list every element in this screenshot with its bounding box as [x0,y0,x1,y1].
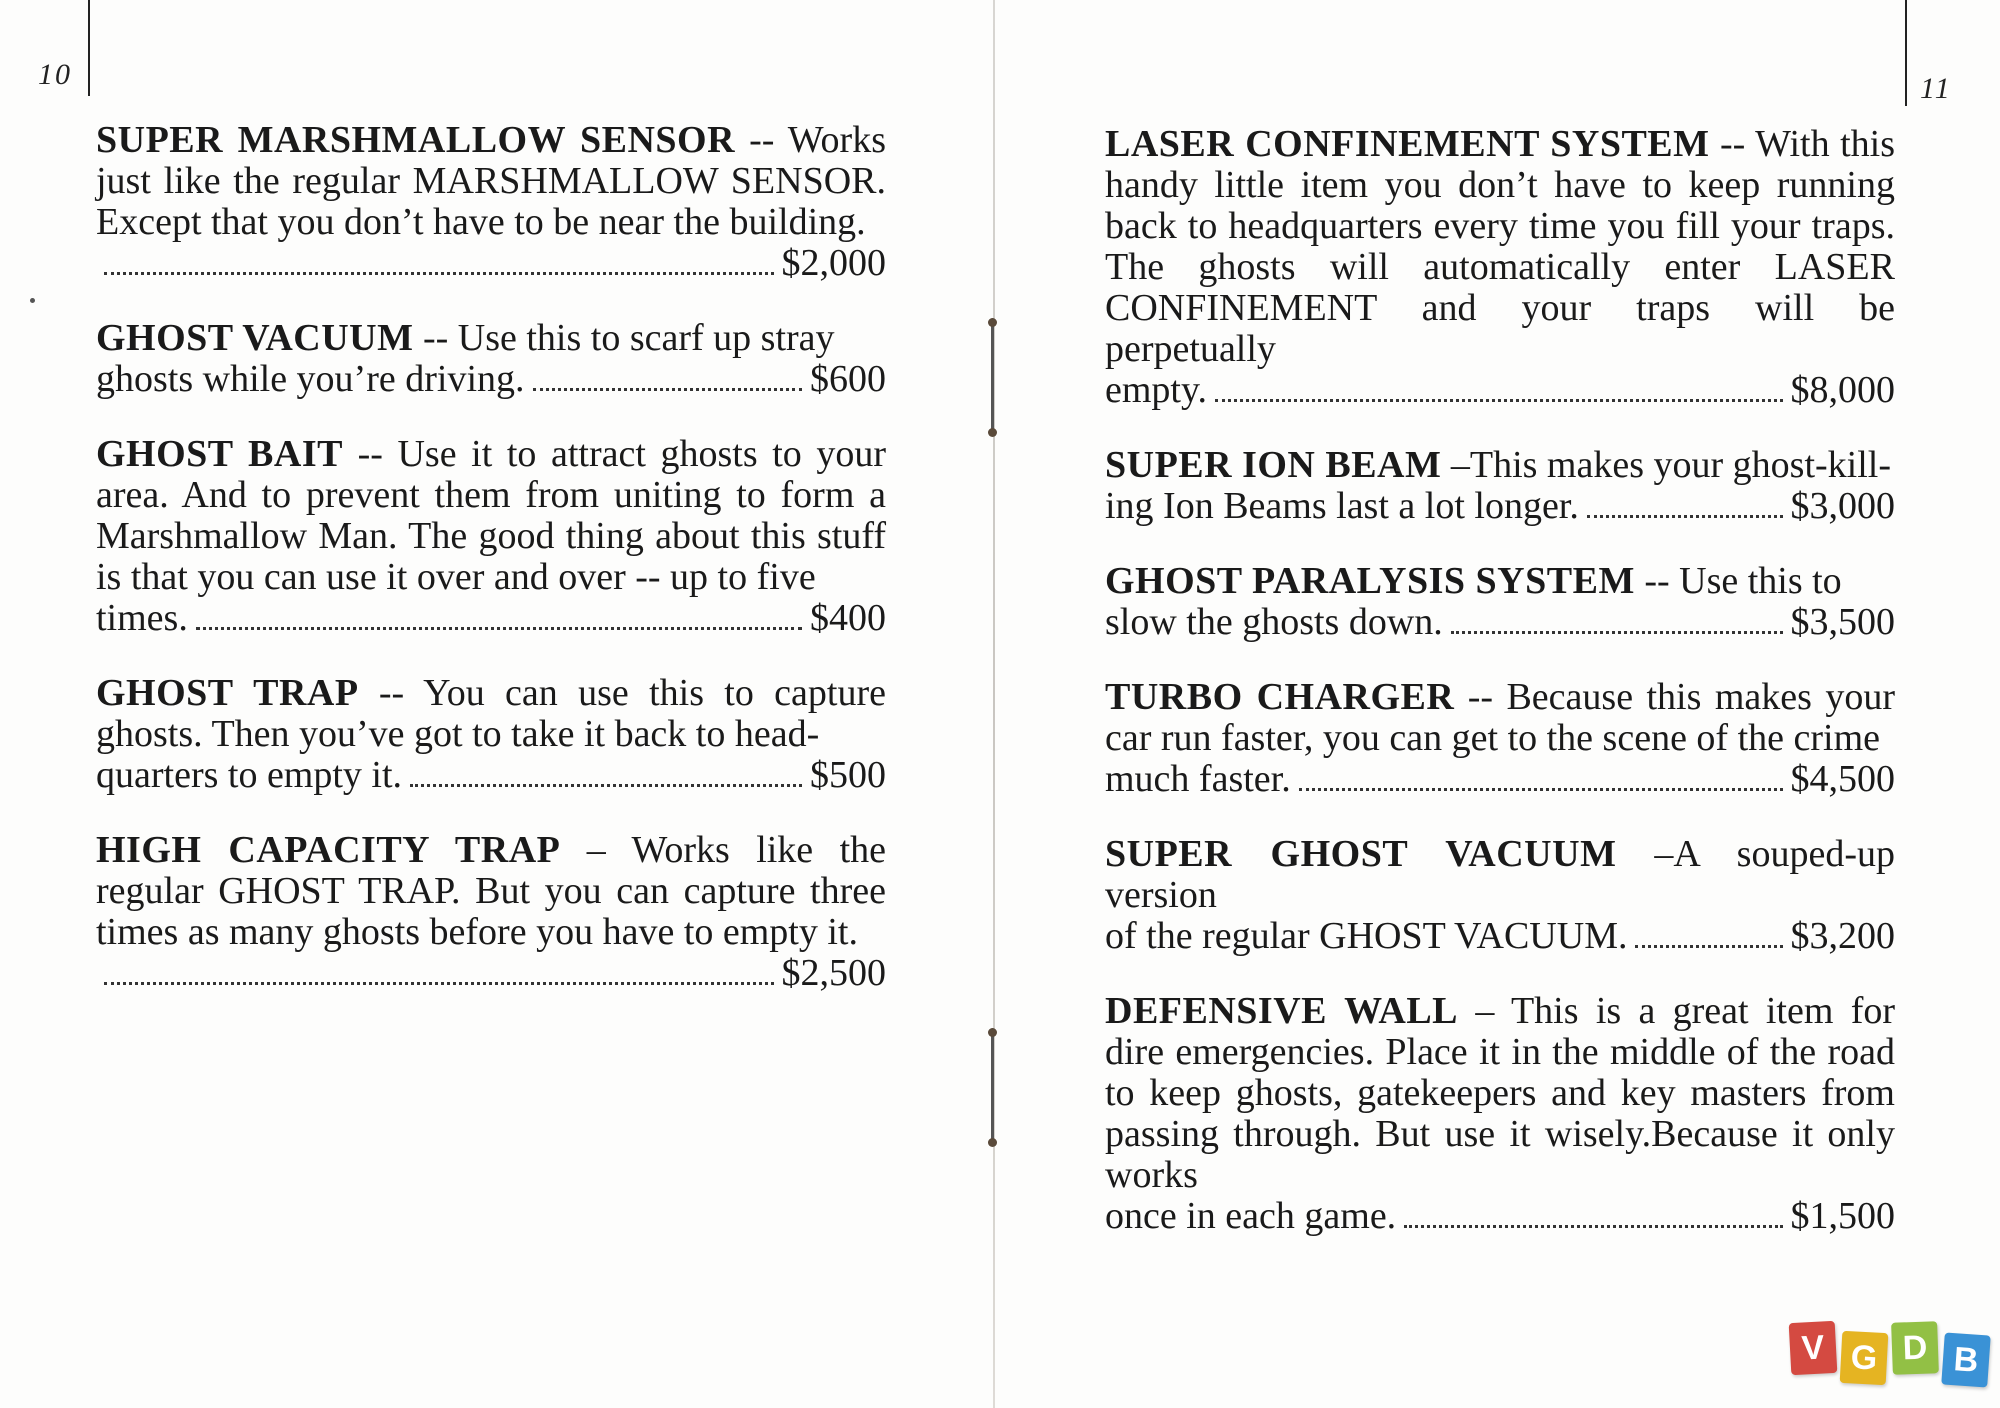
item-name: TURBO CHARGER [1105,676,1455,718]
item-description: -- Use it to attract ghosts to your area. And to prevent them from uniting to form a Marshmallow Man. The good thing about this stuff is that you can use it over and over -- up to five [96,433,887,598]
stray-mark [30,298,35,303]
item-name: GHOST TRAP [96,672,359,714]
left-page [0,0,995,1408]
dot-leader [1404,1225,1782,1228]
logo-letter: D [1891,1321,1939,1375]
item-price: $3,200 [1790,915,1895,957]
item-entry [96,318,886,400]
logo-letter: V [1789,1321,1838,1375]
price-line [1105,370,1895,411]
item-entry [96,673,886,796]
item-description: -- Because this makes your car run faster, you can get to the scene of the crime [1105,676,1895,759]
price-line [1105,602,1895,643]
item-tail: once in each game. [1105,1195,1397,1237]
item-tail: quarters to empty it. [96,754,403,796]
item-name: SUPER GHOST VACUUM [1105,833,1617,875]
dot-leader [1451,631,1783,634]
item-description: -- With this handy little item you don’t have to keep running back to headquarters every time you fill your traps. The ghosts will automatically enter LASER CONFINEMENT and your traps will be perpetually [1105,123,1895,370]
item-name: SUPER MARSHMALLOW SENSOR [96,119,736,161]
staple-top [991,318,994,434]
item-entry [1105,445,1895,527]
item-name: SUPER ION BEAM [1105,444,1442,486]
dot-leader [410,784,802,787]
item-entry [96,434,886,639]
item-name: LASER CONFINEMENT SYSTEM [1105,123,1710,165]
item-name: HIGH CAPACITY TRAP [96,829,561,871]
vgdb-watermark-logo [1790,1322,1989,1386]
item-price: $8,000 [1790,369,1895,411]
item-price: $3,000 [1790,485,1895,527]
dot-leader [104,982,774,985]
item-tail: times. [96,597,188,639]
item-price: $500 [810,754,886,796]
item-price: $400 [810,597,886,639]
price-line [1105,1196,1895,1237]
item-price: $1,500 [1790,1195,1895,1237]
item-name: DEFENSIVE WALL [1105,990,1459,1032]
item-name: GHOST VACUUM [96,317,414,359]
item-description: -- Use this to scarf up stray [413,317,835,359]
item-tail: empty. [1105,369,1208,411]
right-item-list [1105,124,1895,1271]
staple-bottom [991,1028,994,1144]
right-page [995,0,2000,1408]
dot-leader [1299,788,1783,791]
dot-leader [104,272,774,275]
dot-leader [1587,515,1783,518]
item-description: -- Use this to [1634,560,1842,602]
item-price: $3,500 [1790,601,1895,643]
item-entry [1105,834,1895,957]
price-line [1105,486,1895,527]
item-description: –This makes your ghost-kill- [1441,444,1891,486]
item-price: $2,000 [781,242,886,284]
item-tail: slow the ghosts down. [1105,601,1443,643]
left-header-rule [88,0,90,96]
item-description: – Works like the regular GHOST TRAP. But you can capture three times as many ghosts before you have to empty it. [96,829,887,953]
item-entry [96,830,886,994]
left-page-number: 10 [38,58,72,91]
dot-leader [196,627,802,630]
dot-leader [1215,399,1782,402]
item-price: $2,500 [781,952,886,994]
item-description: – This is a great item for dire emergencies. Place it in the middle of the road to keep ghosts, gatekeepers and key masters from passing through. But use it wisely.Because it only works [1105,990,1896,1196]
item-tail: ing Ion Beams last a lot longer. [1105,485,1579,527]
logo-letter: G [1840,1331,1889,1385]
item-tail: much faster. [1105,758,1291,800]
price-line [1105,916,1895,957]
item-tail: of the regular GHOST VACUUM. [1105,915,1628,957]
item-description: -- Works just like the regular MARSHMALLOW SENSOR. Except that you don’t have to be near the building. [96,119,886,243]
price-line [96,755,886,796]
item-price: $4,500 [1790,758,1895,800]
logo-letter: B [1941,1332,1991,1387]
price-line [96,953,886,994]
price-line [96,598,886,639]
item-price: $600 [810,358,886,400]
right-page-number: 11 [1920,72,1952,105]
item-description: -- You can use this to capture ghosts. Then you’ve got to take it back to head- [96,672,886,755]
item-name: GHOST PARALYSIS SYSTEM [1105,560,1635,602]
item-description: –A souped-up version [1105,833,1895,916]
item-entry [96,120,886,284]
price-line [96,243,886,284]
dot-leader [1635,945,1782,948]
price-line [96,359,886,400]
item-entry [1105,561,1895,643]
item-name: GHOST BAIT [96,433,343,475]
item-entry [1105,991,1895,1237]
left-item-list [96,120,886,1028]
right-header-rule [1905,0,1907,106]
price-line [1105,759,1895,800]
dot-leader [533,388,802,391]
item-entry [1105,124,1895,411]
item-entry [1105,677,1895,800]
item-tail: ghosts while you’re driving. [96,358,525,400]
